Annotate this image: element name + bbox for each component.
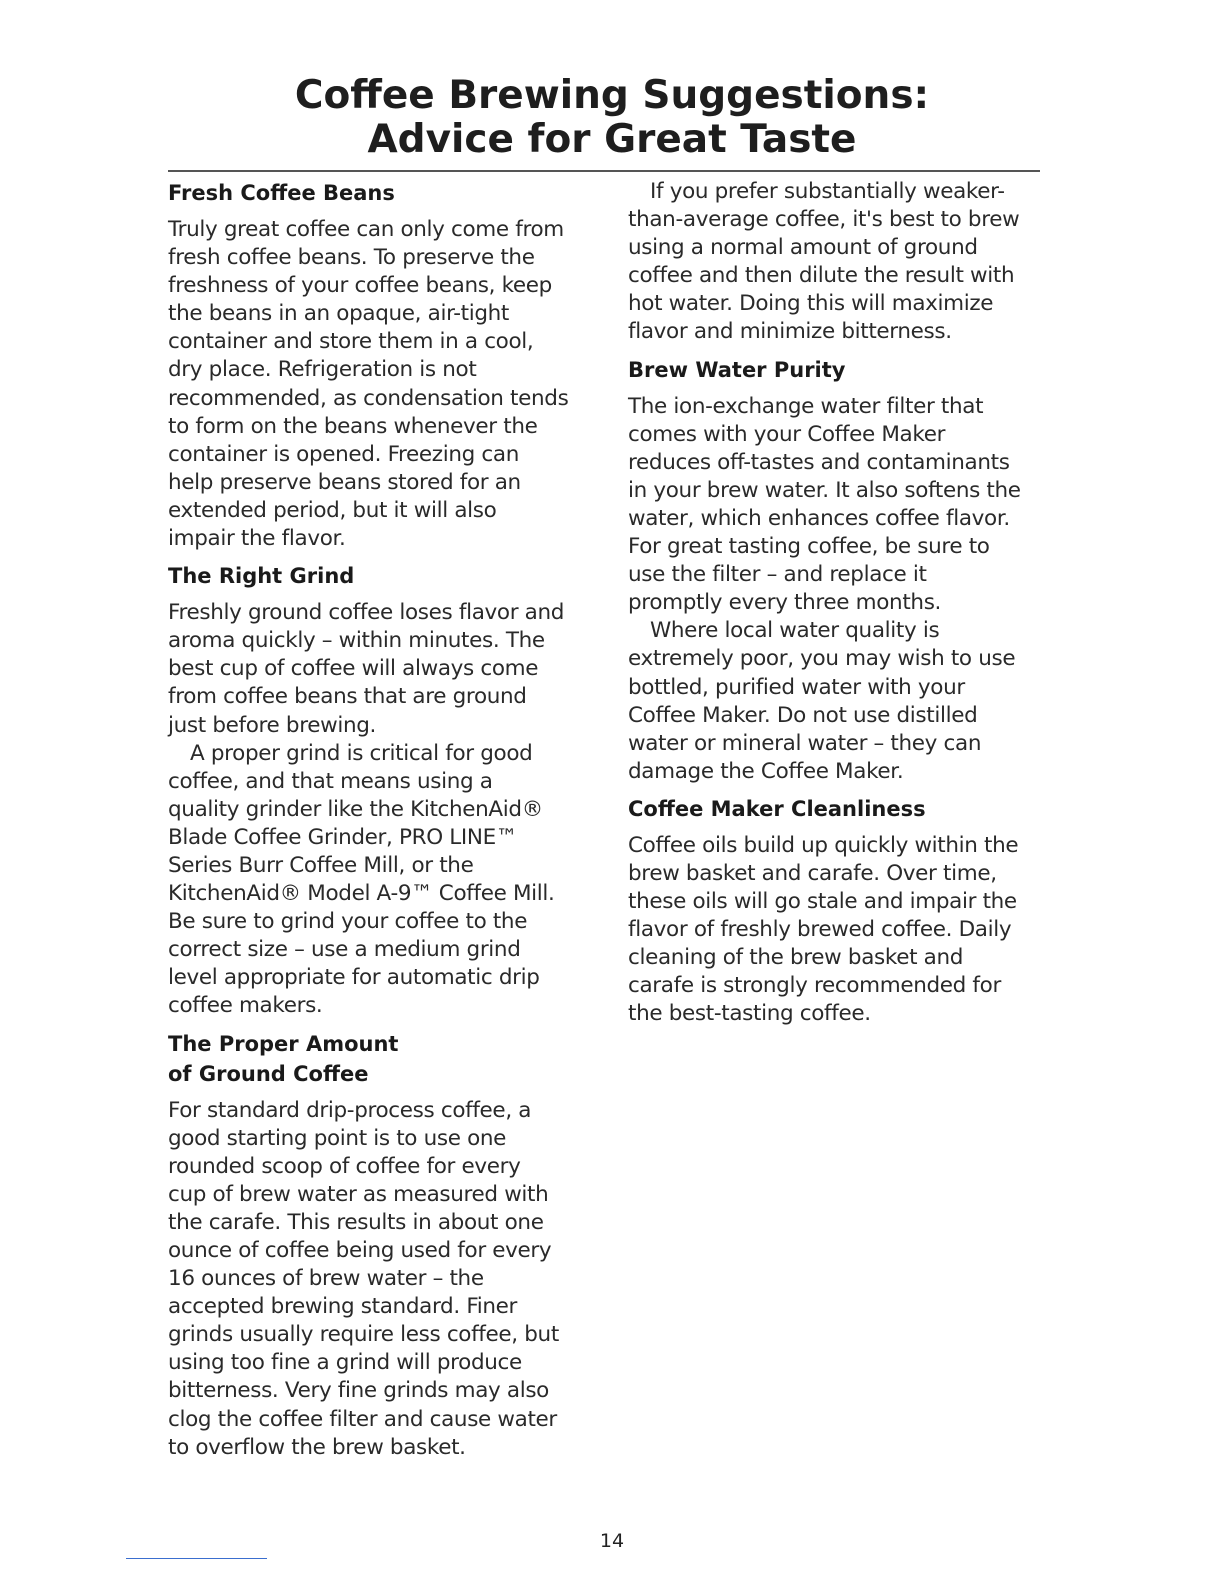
title-divider — [168, 170, 1040, 172]
text-line: cup of brew water as measured with — [168, 1181, 549, 1207]
paragraph — [628, 393, 1048, 618]
section-brew-water-purity — [628, 355, 1048, 786]
paragraph — [628, 178, 1048, 347]
text-line: rounded scoop of coffee for every — [168, 1153, 521, 1179]
section-right-grind — [168, 561, 593, 1020]
text-line: extremely poor, you may wish to use — [628, 646, 1016, 672]
text-line: Series Burr Coffee Mill, or the — [168, 852, 474, 878]
text-line: water or mineral water – they can — [628, 730, 982, 756]
paragraph — [628, 832, 1048, 1029]
section-heading — [168, 1029, 593, 1089]
text-line: ounce of coffee being used for every — [168, 1238, 552, 1263]
text-line: help preserve beans stored for an — [168, 469, 521, 495]
right-column — [628, 178, 1048, 1029]
text-line: bottled, purified water with your — [628, 674, 965, 700]
text-line: the beans in an opaque, air-tight — [168, 301, 509, 327]
section-heading: The Right Grind — [168, 564, 355, 589]
text-line: grinds usually require less coffee, but — [168, 1322, 559, 1348]
text-line: to overflow the brew basket. — [168, 1434, 466, 1460]
text-line: good starting point is to use one — [168, 1125, 507, 1151]
section-heading: Brew Water Purity — [628, 357, 846, 382]
section-heading: Coffee Maker Cleanliness — [628, 796, 926, 821]
text-line: Coffee oils build up quickly within the — [628, 832, 1019, 858]
text-line: Truly great coffee can only come from — [168, 217, 564, 242]
text-line: promptly every three months. — [628, 590, 942, 616]
text-line: Where local water quality is — [650, 618, 940, 644]
text-line: For standard drip-process coffee, a — [168, 1097, 532, 1123]
text-line: bitterness. Very fine grinds may also — [168, 1378, 549, 1404]
text-line: coffee and then dilute the result with — [628, 263, 1015, 289]
paragraph — [168, 599, 593, 739]
page-number: 14 — [599, 1530, 625, 1552]
text-line: Blade Coffee Grinder, PRO LINE™ — [168, 824, 517, 850]
paragraph — [628, 617, 1048, 786]
paragraph — [168, 1097, 593, 1462]
text-line: coffee, and that means using a — [168, 768, 493, 794]
text-line: using a normal amount of ground — [628, 235, 978, 261]
text-line: The ion-exchange water filter that — [628, 393, 984, 419]
text-line: flavor of freshly brewed coffee. Daily — [628, 917, 1012, 943]
text-line: KitchenAid® Model A-9™ Coffee Mill. — [168, 881, 555, 907]
title-line: Advice for Great Taste — [367, 117, 857, 162]
text-line: Be sure to grind your coffee to the — [168, 909, 528, 935]
text-line: For great tasting coffee, be sure to — [628, 534, 990, 560]
footer-divider — [126, 1558, 267, 1559]
text-line: If you prefer substantially weaker- — [650, 179, 1005, 204]
text-line: in your brew water. It also softens the — [628, 477, 1021, 503]
text-line: brew basket and carafe. Over time, — [628, 860, 997, 886]
text-line: reduces off-tastes and contaminants — [628, 449, 1010, 475]
text-line: coffee makers. — [168, 993, 323, 1019]
text-line: clog the coffee filter and cause water — [168, 1406, 557, 1432]
text-line: comes with your Coffee Maker — [628, 421, 946, 447]
text-line: container is opened. Freezing can — [168, 441, 519, 467]
text-line: cleaning of the brew basket and — [628, 945, 964, 971]
text-line: flavor and minimize bitterness. — [628, 319, 952, 345]
text-line: quality grinder like the KitchenAid® — [168, 796, 543, 822]
text-line: Freshly ground coffee loses flavor and — [168, 600, 565, 626]
text-line: correct size – use a medium grind — [168, 937, 521, 963]
section-proper-amount-continued — [628, 178, 1048, 347]
text-line: container and store them in a cool, — [168, 329, 534, 355]
text-line: fresh coffee beans. To preserve the — [168, 245, 535, 271]
text-line: from coffee beans that are ground — [168, 684, 527, 710]
text-line: damage the Coffee Maker. — [628, 758, 904, 784]
section-heading: Fresh Coffee Beans — [168, 181, 395, 205]
text-line: use the filter – and replace it — [628, 562, 927, 588]
heading-line: The Proper Amount — [168, 1031, 399, 1056]
text-line: than-average coffee, it's best to brew — [628, 207, 1020, 233]
text-line: aroma quickly – within minutes. The — [168, 628, 545, 654]
text-line: to form on the beans whenever the — [168, 413, 538, 439]
text-line: the best-tasting coffee. — [628, 1001, 871, 1027]
text-line: using too fine a grind will produce — [168, 1350, 522, 1376]
text-line: just before brewing. — [168, 712, 377, 738]
text-line: hot water. Doing this will maximize — [628, 291, 994, 317]
left-column — [168, 178, 593, 1462]
text-line: 16 ounces of brew water – the — [168, 1266, 484, 1292]
text-line: water, which enhances coffee flavor. — [628, 505, 1010, 531]
text-line: impair the flavor. — [168, 526, 346, 552]
text-line: accepted brewing standard. Finer — [168, 1294, 518, 1320]
text-line: recommended, as condensation tends — [168, 385, 569, 411]
text-line: freshness of your coffee beans, keep — [168, 273, 552, 299]
title-line: Coffee Brewing Suggestions: — [294, 73, 930, 118]
text-line: carafe is strongly recommended for — [628, 973, 1001, 999]
text-line: dry place. Refrigeration is not — [168, 357, 477, 383]
text-line: Coffee Maker. Do not use distilled — [628, 702, 978, 728]
text-line: best cup of coffee will always come — [168, 656, 539, 682]
page-title — [0, 74, 1224, 162]
text-line: these oils will go stale and impair the — [628, 889, 1017, 915]
paragraph — [168, 216, 593, 553]
text-line: level appropriate for automatic drip — [168, 965, 540, 991]
text-line: A proper grind is critical for good — [190, 740, 533, 766]
heading-line: of Ground Coffee — [168, 1061, 369, 1086]
text-line: extended period, but it will also — [168, 497, 497, 523]
section-coffee-maker-cleanliness — [628, 794, 1048, 1029]
paragraph — [168, 740, 593, 1021]
section-proper-amount — [168, 1029, 593, 1462]
text-line: the carafe. This results in about one — [168, 1209, 544, 1235]
section-fresh-coffee-beans — [168, 178, 593, 553]
